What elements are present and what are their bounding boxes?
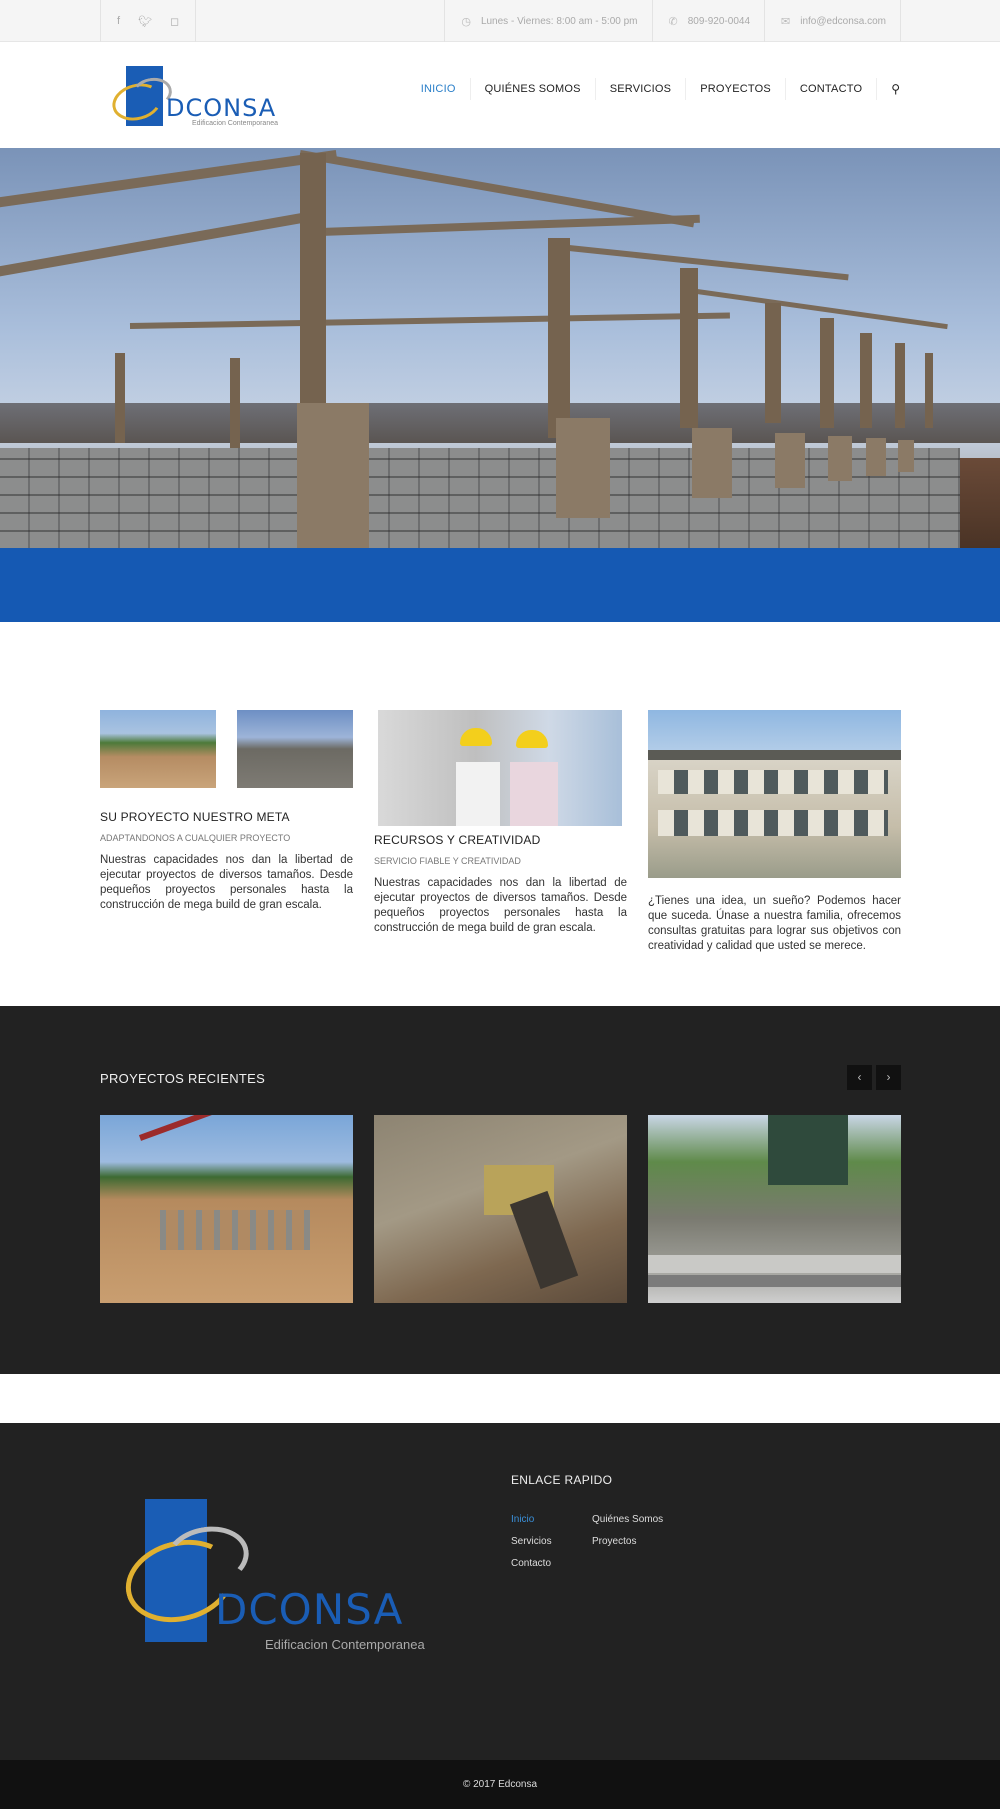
email-text[interactable]: info@edconsa.com	[800, 15, 886, 27]
footer-link-quienes-somos[interactable]: Quiénes Somos	[592, 1514, 664, 1525]
copyright-bar	[0, 1760, 1000, 1809]
hero-post	[860, 333, 872, 428]
project-card[interactable]	[374, 1115, 627, 1303]
hero-post	[230, 358, 240, 448]
top-bar	[0, 0, 1000, 42]
shirt-left	[456, 762, 500, 826]
contact-info	[444, 0, 901, 42]
hero-pillar	[866, 438, 886, 476]
copyright-text: © 2017 Edconsa	[462, 1779, 538, 1790]
hero-post	[895, 343, 905, 428]
footer-logo-tagline: Edificacion Contemporanea	[265, 1637, 425, 1652]
foundation	[160, 1210, 310, 1250]
feature-subtitle: SERVICIO FIABLE Y CREATIVIDAD	[374, 856, 521, 866]
footer-link-proyectos[interactable]: Proyectos	[592, 1536, 637, 1547]
building-windows-upper	[658, 770, 888, 794]
hero-pillar	[297, 403, 369, 548]
twitter-icon[interactable]: 🐦︎	[138, 15, 153, 28]
feature-image-engineers	[378, 710, 622, 826]
hero-beam	[0, 150, 337, 210]
section-title: PROYECTOS RECIENTES	[100, 1071, 266, 1086]
hero-pillar	[775, 433, 805, 488]
section-spacer	[0, 1374, 1000, 1423]
nav-contacto[interactable]: CONTACTO	[786, 78, 877, 100]
instagram-icon[interactable]: ◻	[170, 15, 180, 28]
hero-pillar	[828, 436, 852, 481]
hero-beam	[0, 211, 316, 278]
hero-beam	[690, 288, 948, 329]
nav-servicios[interactable]: SERVICIOS	[596, 78, 687, 100]
hours-info	[444, 0, 651, 42]
hero-pillar	[556, 418, 610, 518]
nav-inicio[interactable]: INICIO	[407, 78, 471, 100]
phone-text[interactable]: 809-920-0044	[687, 15, 751, 27]
hero-post	[925, 353, 933, 428]
feature-image-rebar	[237, 710, 353, 788]
feature-text: Nuestras capacidades nos dan la libertad de ejecutar proyectos de diversos tamaños. Desde pequeños proyectos personales hasta la construcción de mega build de gran escala.	[374, 877, 627, 934]
footer-link-inicio[interactable]: Inicio	[511, 1514, 535, 1525]
nav-proyectos[interactable]: PROYECTOS	[686, 78, 786, 100]
hero-caption-band	[0, 548, 1000, 622]
nav-quienes-somos[interactable]: QUIÉNES SOMOS	[471, 78, 596, 100]
hero-beam	[130, 313, 730, 329]
logo-tagline: Edificacion Contemporanea	[192, 120, 278, 127]
project-card[interactable]	[648, 1115, 901, 1303]
footer-logo	[125, 1499, 465, 1652]
hero-beam	[320, 215, 700, 236]
hero-wall	[0, 448, 960, 548]
hero-post	[548, 238, 570, 438]
feature-image-site	[100, 710, 216, 788]
footer-logo-word: DCONSA	[215, 1585, 404, 1634]
hero-image	[0, 148, 1000, 548]
hero-pillar	[692, 428, 732, 498]
hero-beam	[299, 150, 694, 227]
hero-post	[115, 353, 125, 443]
building-roof	[648, 750, 901, 760]
clock-icon: ◷	[461, 15, 471, 28]
chevron-right-icon[interactable]: ›	[876, 1065, 901, 1090]
building-windows-lower	[658, 810, 888, 836]
footer-link-servicios[interactable]: Servicios	[511, 1536, 552, 1547]
email-info	[764, 0, 901, 42]
chevron-left-icon[interactable]: ‹	[847, 1065, 872, 1090]
facebook-icon[interactable]: f	[117, 15, 121, 27]
hours-text: Lunes - Viernes: 8:00 am - 5:00 pm	[480, 15, 638, 27]
features-section	[0, 622, 1000, 1006]
hero-post	[820, 318, 834, 428]
feature-title: RECURSOS Y CREATIVIDAD	[374, 833, 541, 847]
search-icon[interactable]: ⚲	[891, 82, 900, 96]
concrete-slab	[648, 1255, 901, 1273]
feature-title: SU PROYECTO NUESTRO META	[100, 810, 290, 824]
hero-post	[765, 303, 781, 423]
hero-post	[300, 153, 326, 403]
hero-beam	[550, 243, 849, 280]
feature-subtitle: ADAPTANDONOS A CUALQUIER PROYECTO	[100, 833, 291, 843]
site-footer	[0, 1423, 1000, 1760]
phone-info	[652, 0, 765, 42]
mixer-truck	[768, 1115, 848, 1185]
helmet-right	[516, 730, 548, 748]
logo-word: DCONSA	[166, 94, 277, 122]
footer-link-contacto[interactable]: Contacto	[511, 1558, 552, 1569]
quick-links-title: ENLACE RAPIDO	[511, 1473, 613, 1487]
phone-icon: ✆	[668, 15, 678, 28]
project-card[interactable]	[100, 1115, 353, 1303]
helmet-left	[460, 728, 492, 746]
recent-projects-section	[0, 1006, 1000, 1374]
social-links	[100, 0, 196, 42]
pipe	[648, 1275, 901, 1287]
trencher-chain	[510, 1191, 578, 1289]
site-logo[interactable]	[112, 66, 312, 128]
crane-boom	[139, 1115, 263, 1141]
feature-text: Nuestras capacidades nos dan la libertad de ejecutar proyectos de diversos tamaños. Desde pequeños proyectos personales hasta la construcción de mega build de gran escala.	[100, 854, 353, 911]
main-nav	[407, 78, 900, 100]
envelope-icon: ✉	[781, 15, 791, 28]
feature-text: ¿Tienes una idea, un sueño? Podemos hacer que suceda. Únase a nuestra familia, ofrecemos consultas gratuitas para lograr sus objetivos con creatividad y calidad que usted se merece.	[648, 895, 901, 952]
shirt-right	[510, 762, 558, 826]
hero-pillar	[898, 440, 914, 472]
hero-post	[680, 268, 698, 428]
site-header	[0, 42, 1000, 148]
feature-image-building	[648, 710, 901, 878]
